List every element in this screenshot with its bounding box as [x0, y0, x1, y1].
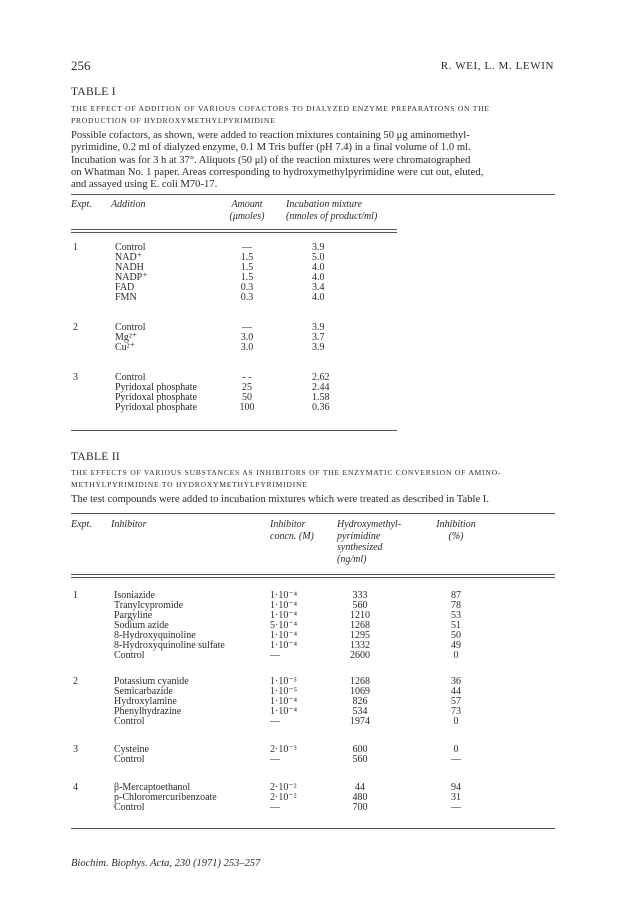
table2-concn: 2·10⁻²	[270, 782, 297, 793]
table1-value: 4.0	[312, 262, 325, 273]
table2-hmp: 1268	[350, 676, 370, 687]
table1-value: 4.0	[312, 292, 325, 303]
table2-header-hmp	[337, 519, 401, 565]
header-line: Inhibitor	[270, 519, 306, 530]
table2-inhibition: 73	[451, 706, 461, 717]
description-line: on Whatman No. 1 paper. Areas corresponding to hydroxymethylpyrimidine were cut out, eluted,	[71, 166, 484, 178]
table2-inhibitor: Control	[114, 754, 145, 765]
table1-header-incubation	[286, 199, 377, 222]
table1-value: 3.9	[312, 342, 325, 353]
table1-amount: 1.5	[240, 262, 254, 273]
table2-inhibition: 36	[451, 676, 461, 687]
table2-description: The test compounds were added to incubation mixtures which were treated as described in Table I.	[71, 494, 489, 505]
table1-caption	[71, 103, 554, 127]
table1-value: 5.0	[312, 252, 325, 263]
description-line: Possible cofactors, as shown, were added to reaction mixtures containing 50 μg aminomethyl-	[71, 130, 470, 141]
caption-line: THE EFFECTS OF VARIOUS SUBSTANCES AS INHIBITORS OF THE ENZYMATIC CONVERSION OF AMINO-	[71, 468, 502, 477]
table1-amount: 1.5	[240, 252, 254, 263]
table1-addition: NADH	[115, 262, 144, 273]
table2-hmp: 1210	[350, 610, 370, 621]
table2-header-rule	[71, 574, 555, 578]
table2-concn: —	[270, 802, 280, 813]
table2-inhibitor: 8-Hydroxyquinoline	[114, 630, 196, 641]
header-line: pyrimidine	[337, 530, 381, 542]
table2-hmp: 1295	[350, 630, 370, 641]
header-line: (ng/ml)	[337, 553, 367, 565]
table2-expt: 3	[73, 744, 78, 755]
table1-addition: Cu²⁺	[115, 342, 135, 353]
table1-addition: NADP⁺	[115, 272, 148, 283]
table1-amount: 3.0	[240, 332, 254, 343]
table1-amount: 1.5	[240, 272, 254, 283]
table2-concn: 2·10⁻²	[270, 792, 297, 803]
header-line: Hydroxymethyl-	[337, 519, 402, 530]
header-line: Amount	[231, 199, 263, 210]
table2-concn: 1·10⁻³	[270, 676, 297, 687]
table2-concn: 1·10⁻⁴	[270, 640, 298, 651]
table2-title: TABLE II	[71, 451, 121, 463]
table2-bottom-rule	[71, 828, 555, 829]
table1-value: 4.0	[312, 272, 325, 283]
table1-bottom-rule	[71, 430, 397, 431]
table1-value: 1.58	[312, 392, 330, 403]
table1-addition: Pyridoxal phosphate	[115, 382, 197, 393]
table1-addition: Control	[115, 242, 146, 253]
table2-expt: 4	[73, 782, 78, 793]
table2-inhibitor: Sodium azide	[114, 620, 169, 631]
table1-addition: Mg²⁺	[115, 332, 138, 343]
table2-inhibition: 0	[453, 744, 459, 755]
table2-hmp: 1069	[350, 686, 370, 697]
table2-concn: —	[270, 754, 280, 765]
table1-value: 0.36	[312, 402, 330, 413]
table2-inhibition: —	[451, 754, 461, 765]
table2-inhibitor: Control	[114, 650, 145, 661]
table2-hmp: 560	[352, 754, 368, 765]
table1-amount: 50	[242, 392, 252, 403]
table1-expt: 1	[73, 242, 78, 253]
table1-expt: 2	[73, 322, 78, 333]
table1-addition: FMN	[115, 292, 137, 303]
table2-inhibition: 49	[451, 640, 461, 651]
table2-concn: —	[270, 650, 280, 661]
table2-inhibitor: Semicarbazide	[114, 686, 173, 697]
table2-inhibition: 51	[451, 620, 461, 631]
table1-value: 3.7	[312, 332, 325, 343]
table1-addition: NAD⁺	[115, 252, 142, 263]
table1-value: 3.9	[312, 322, 325, 333]
table2-inhibitor: Control	[114, 802, 145, 813]
table2-inhibitor: Isoniazide	[114, 590, 156, 601]
table2-concn: 1·10⁻⁵	[270, 686, 298, 697]
table2-hmp: 826	[352, 696, 368, 707]
table2-inhibitor: Cysteine	[114, 744, 149, 755]
table2-inhibition: 57	[451, 696, 461, 707]
table2-hmp: 44	[355, 782, 365, 793]
table1-header-rule	[71, 229, 397, 233]
table2-header-inhibition	[424, 519, 488, 542]
table1-addition: FAD	[115, 282, 135, 293]
table2-concn: 1·10⁻⁴	[270, 706, 298, 717]
description-line: Incubation was for 3 h at 37°. Aliquots (50 μl) of the reaction mixtures were chromatographed	[71, 154, 471, 166]
table2-inhibitor: Tranylcypromide	[114, 600, 184, 611]
table1-header-amount	[219, 199, 275, 222]
table1-addition: Control	[115, 372, 146, 383]
table1-amount: 0.3	[240, 292, 254, 303]
table2-hmp: 1974	[350, 716, 370, 727]
table2-inhibitor: β-Mercaptoethanol	[114, 782, 191, 793]
table1-addition: Pyridoxal phosphate	[115, 392, 197, 403]
table1-amount: 25	[242, 382, 252, 393]
table2-concn: 1·10⁻⁴	[270, 630, 298, 641]
description-line: pyrimidine, 0.2 ml of dialyzed enzyme, 0.1 M Tris buffer (pH 7.4) in a final volume of 1.0 ml.	[71, 142, 471, 154]
table1-amount: —	[242, 242, 252, 253]
table2-inhibition: 78	[451, 600, 461, 611]
table1-top-rule	[71, 194, 555, 195]
table1-value: 3.9	[312, 242, 325, 253]
table2-inhibition: 0	[453, 650, 459, 661]
table1-amount: 100	[239, 402, 255, 413]
table1-expt: 3	[73, 372, 78, 383]
table2-header-expt: Expt.	[71, 519, 92, 530]
table1-amount: - -	[242, 372, 252, 383]
caption-line: THE EFFECT OF ADDITION OF VARIOUS COFACTORS TO DIALYZED ENZYME PREPARATIONS ON THE	[71, 104, 490, 113]
header-line: concn. (M)	[270, 530, 314, 542]
table2-concn: 5·10⁻⁴	[270, 620, 298, 631]
table2-inhibition: 31	[451, 792, 461, 803]
table2-hmp: 1268	[350, 620, 370, 631]
table2-inhibition: 50	[451, 630, 461, 641]
header-line: (%)	[448, 530, 464, 542]
table2-inhibition: 0	[453, 716, 459, 727]
table2-concn: 1·10⁻⁴	[270, 696, 298, 707]
header-line: (μmoles)	[229, 210, 265, 222]
table1-addition: Control	[115, 322, 146, 333]
table1-title: TABLE I	[71, 86, 116, 98]
table1-header-expt: Expt.	[71, 199, 92, 210]
table2-inhibitor: Hydroxylamine	[114, 696, 177, 707]
table2-concn: —	[270, 716, 280, 727]
table1-addition: Pyridoxal phosphate	[115, 402, 197, 413]
table2-inhibitor: Control	[114, 716, 145, 727]
description-line: and assayed using E. coli M70-17.	[71, 179, 218, 191]
table2-inhibition: 87	[451, 590, 461, 601]
table1-value: 2.62	[312, 372, 330, 383]
caption-line: PRODUCTION OF HYDROXYMETHYLPYRIMIDINE	[71, 116, 276, 125]
table2-concn: 1·10⁻⁴	[270, 610, 298, 621]
table2-header-concn	[270, 519, 314, 542]
table2-inhibitor: Potassium cyanide	[114, 676, 189, 687]
journal-citation: Biochim. Biophys. Acta, 230 (1971) 253–257	[71, 858, 261, 869]
table2-top-rule	[71, 513, 555, 514]
table1-header-addition: Addition	[111, 199, 146, 210]
header-line: Inhibition	[436, 519, 476, 530]
table2-inhibitor: 8-Hydroxyquinoline sulfate	[114, 640, 225, 651]
table2-concn: 2·10⁻³	[270, 744, 297, 755]
table1-amount: —	[242, 322, 252, 333]
table2-hmp: 700	[352, 802, 368, 813]
table2-caption	[71, 467, 554, 491]
table1-value: 2.44	[312, 382, 330, 393]
table2-concn: 1·10⁻⁴	[270, 590, 298, 601]
table2-inhibition: 44	[451, 686, 461, 697]
running-head: R. WEI, L. M. LEWIN	[440, 60, 554, 72]
table1-description	[71, 130, 557, 191]
page-number: 256	[71, 58, 91, 73]
table2-expt: 1	[73, 590, 78, 601]
table2-inhibitor: Phenylhydrazine	[114, 706, 182, 717]
header-line: synthesized	[337, 542, 383, 553]
table2-hmp: 560	[352, 600, 368, 611]
header-line: (nmoles of product/ml)	[286, 210, 378, 222]
caption-line: METHYLPYRIMIDINE TO HYDROXYMETHYLPYRIMIDINE	[71, 480, 308, 489]
table1-amount: 0.3	[240, 282, 254, 293]
table2-inhibition: —	[451, 802, 461, 813]
table2-inhibitor: Pargyline	[114, 610, 153, 621]
table2-hmp: 600	[352, 744, 368, 755]
table2-hmp: 534	[352, 706, 368, 717]
table2-inhibitor: p-Chloromercuribenzoate	[114, 792, 217, 803]
header-line: Incubation mixture	[286, 199, 363, 210]
table1-value: 3.4	[312, 282, 325, 293]
table1-amount: 3.0	[240, 342, 254, 353]
table2-inhibition: 94	[451, 782, 461, 793]
table2-hmp: 1332	[350, 640, 370, 651]
table2-header-inhibitor: Inhibitor	[111, 519, 147, 530]
table2-concn: 1·10⁻⁴	[270, 600, 298, 611]
table2-expt: 2	[73, 676, 78, 687]
table2-inhibition: 53	[451, 610, 461, 621]
table2-hmp: 333	[352, 590, 368, 601]
table2-hmp: 2600	[350, 650, 370, 661]
table2-hmp: 480	[352, 792, 368, 803]
